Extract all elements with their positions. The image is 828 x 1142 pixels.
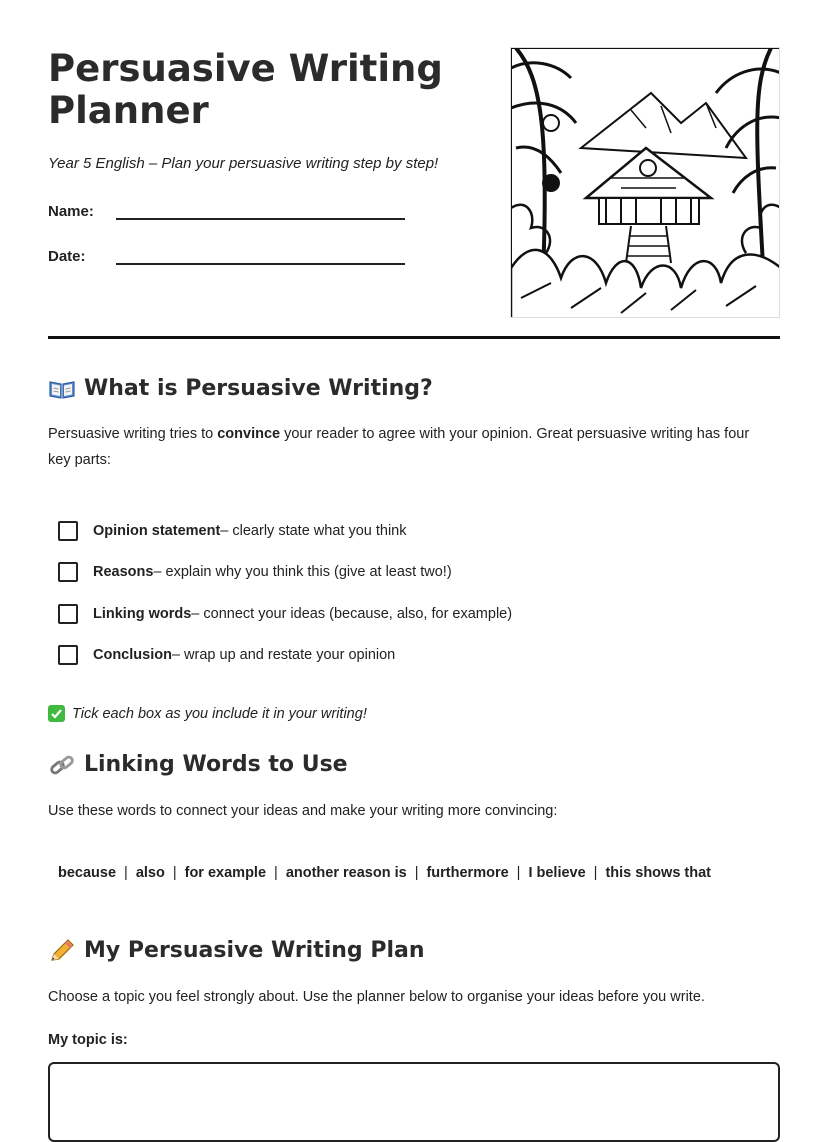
checkbox[interactable] [58, 604, 78, 624]
checklist-desc: – clearly state what you think [220, 522, 407, 539]
section-heading-text: What is Persuasive Writing? [84, 376, 433, 401]
check-mark-icon [48, 705, 65, 722]
section-heading-text: My Persuasive Writing Plan [84, 938, 425, 963]
date-line[interactable] [116, 245, 405, 265]
checkbox[interactable] [58, 645, 78, 665]
worksheet-page [48, 0, 780, 1048]
checklist-item-opinion[interactable] [58, 510, 512, 552]
linking-words-list [58, 865, 711, 881]
page-subtitle: Year 5 English – Plan your persuasive writing step by step! [48, 155, 439, 172]
word-separator: | [124, 865, 128, 881]
checklist-term: Linking words [93, 605, 192, 622]
word-separator: | [414, 865, 419, 881]
checklist-term: Conclusion [93, 647, 172, 664]
section-heading-what-is [48, 376, 433, 401]
checklist-item-linking[interactable] [58, 593, 512, 635]
name-field[interactable] [48, 200, 405, 220]
open-book-icon [48, 377, 76, 401]
page-title: Persuasive Writing Planner [48, 47, 443, 132]
linking-word: for example [184, 865, 267, 881]
word-separator: | [593, 865, 598, 881]
section-heading-text: Linking Words to Use [84, 752, 348, 777]
section-heading-plan [48, 938, 425, 963]
topic-input-box[interactable] [48, 1062, 780, 1142]
checklist-term: Opinion statement [93, 522, 221, 539]
linking-word: I believe [528, 865, 586, 881]
tip-text: Tick each box as you include it in your writing! [72, 705, 367, 722]
tick-tip [48, 705, 367, 722]
checklist-item-reasons[interactable] [58, 552, 512, 594]
linking-intro: Use these words to connect your ideas and make your writing more convincing: [48, 803, 558, 819]
checklist-item-conclusion[interactable] [58, 635, 512, 677]
checklist-desc: – explain why you think this (give at least two!) [153, 564, 452, 581]
checkbox[interactable] [58, 521, 78, 541]
date-field[interactable] [48, 245, 405, 265]
word-separator: | [274, 865, 278, 881]
worksheet-header [48, 0, 780, 340]
linking-word: also [135, 865, 165, 881]
plan-intro: Choose a topic you feel strongly about. Use the planner below to organise your ideas before you write. [48, 989, 705, 1005]
section-heading-linking [48, 752, 348, 777]
checklist-desc: – connect your ideas (because, also, for example) [191, 605, 513, 622]
linking-word: another reason is [285, 865, 407, 881]
checkbox[interactable] [58, 562, 78, 582]
name-line[interactable] [116, 200, 405, 220]
checklist-desc: – wrap up and restate your opinion [171, 647, 396, 664]
intro-text-start: Persuasive writing tries to [48, 426, 218, 442]
link-icon [48, 753, 76, 777]
intro-bold-word: convince [217, 426, 281, 442]
date-label: Date: [48, 248, 86, 265]
name-label: Name: [48, 203, 94, 220]
key-parts-checklist [58, 510, 512, 676]
word-separator: | [516, 865, 521, 881]
pencil-icon [48, 939, 76, 963]
header-divider [48, 336, 780, 339]
intro-text-end: your reader to agree with your opinion. Great persuasive writing has four key parts: [48, 426, 750, 468]
topic-label: My topic is: [48, 1032, 128, 1048]
linking-word: because [58, 865, 117, 881]
checklist-term: Reasons [93, 564, 154, 581]
jungle-house-illustration [510, 47, 780, 318]
word-separator: | [172, 865, 177, 881]
intro-paragraph [48, 421, 773, 473]
linking-word: this shows that [605, 865, 711, 881]
linking-word: furthermore [426, 865, 509, 881]
